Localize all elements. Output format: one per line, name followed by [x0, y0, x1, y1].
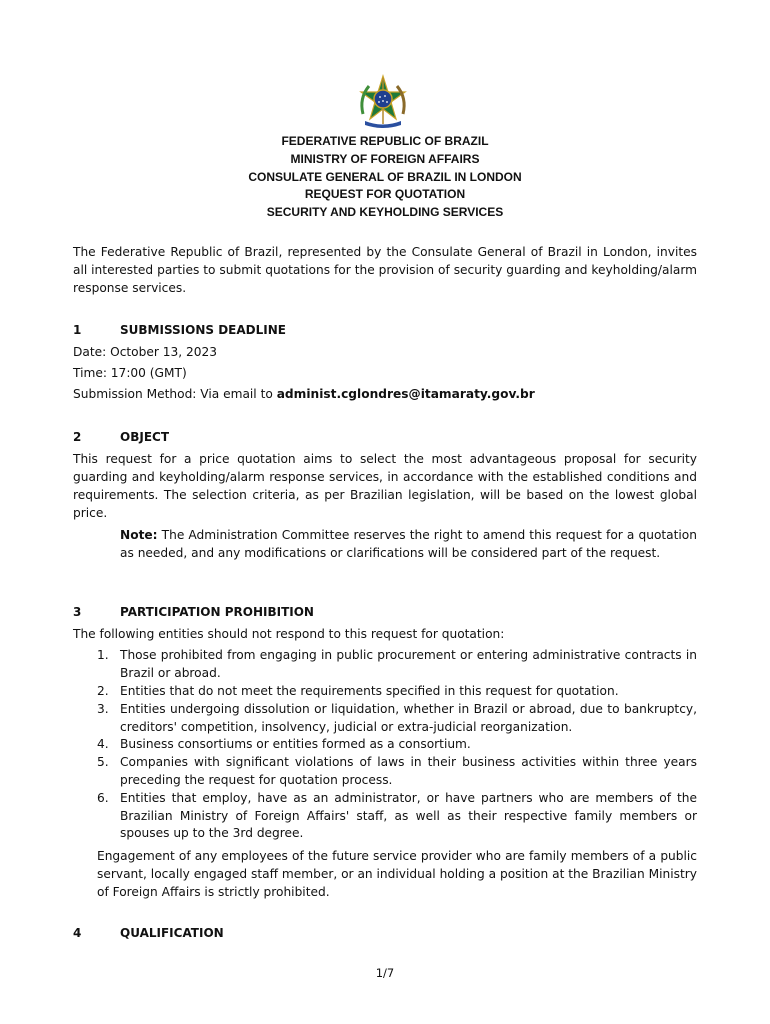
header-line-request: REQUEST FOR QUOTATION	[304, 187, 466, 201]
coat-of-arms-icon	[355, 74, 411, 130]
submission-method	[73, 387, 535, 401]
section-3-number: 3	[73, 605, 82, 619]
object-paragraph: This request for a price quotation aims to select the most advantageous proposal for security guarding and keyholding/alarm response services, in accordance with the established conditions and requirements. The selection criteria, as per Brazilian legislation, will be based on the lowest global price.	[73, 452, 697, 520]
list-item-number: 1.	[97, 648, 109, 662]
list-item: Companies with significant violations of laws in their business activities within three years preceding the request for quotation process.	[120, 755, 697, 787]
header-line-ministry: MINISTRY OF FOREIGN AFFAIRS	[290, 152, 480, 166]
note-label: Note:	[120, 528, 158, 542]
list-item: Entities undergoing dissolution or liquidation, whether in Brazil or abroad, due to bankruptcy, creditors' competition, insolvency, judicial or extra-judicial reorganization.	[120, 702, 697, 734]
section-1-number: 1	[73, 323, 82, 337]
submission-method-label: Submission Method: Via email to	[73, 387, 277, 401]
intro-paragraph: The Federative Republic of Brazil, represented by the Consulate General of Brazil in London, invites all interested parties to submit quotations for the provision of security guarding and keyholding/alarm response services.	[73, 245, 697, 295]
list-item: Business consortiums or entities formed as a consortium.	[120, 737, 471, 751]
section-2-number: 2	[73, 430, 82, 444]
prohibition-closing: Engagement of any employees of the future service provider who are family members of a public servant, locally engaged staff member, or an individual holding a position at the Brazilian Ministry of Foreign Affairs is strictly prohibited.	[97, 849, 697, 899]
list-item-number: 3.	[97, 702, 109, 716]
submission-email-link[interactable]: administ.cglondres@itamaraty.gov.br	[276, 387, 535, 401]
note-text: The Administration Committee reserves the right to amend this request for a quotation as needed, and any modifications or clarifications will be considered part of the request.	[120, 528, 697, 560]
section-2-title: OBJECT	[120, 430, 170, 444]
section-4-title: QUALIFICATION	[120, 926, 224, 940]
section-3-title: PARTICIPATION PROHIBITION	[120, 605, 314, 619]
list-item: Entities that do not meet the requirements specified in this request for quotation.	[120, 684, 619, 698]
list-item-number: 6.	[97, 791, 109, 805]
list-item: Those prohibited from engaging in public procurement or entering administrative contracts in Brazil or abroad.	[120, 648, 697, 680]
list-item-number: 4.	[97, 737, 109, 751]
list-item: Entities that employ, have as an administrator, or have partners who are members of the Brazilian Ministry of Foreign Affairs' staff, as well as their respective family members or spouses up to the 3rd degree.	[120, 791, 697, 840]
section-4-number: 4	[73, 926, 82, 940]
header-line-country: FEDERATIVE REPUBLIC OF BRAZIL	[281, 134, 489, 148]
deadline-date: Date: October 13, 2023	[73, 345, 218, 359]
section-1-title: SUBMISSIONS DEADLINE	[120, 323, 286, 337]
list-item-number: 5.	[97, 755, 109, 769]
header-line-consulate: CONSULATE GENERAL OF BRAZIL IN LONDON	[248, 170, 522, 184]
prohibition-lead: The following entities should not respond to this request for quotation:	[73, 627, 505, 641]
deadline-time: Time: 17:00 (GMT)	[73, 366, 187, 380]
list-item-number: 2.	[97, 684, 109, 698]
header-line-services: SECURITY AND KEYHOLDING SERVICES	[266, 205, 504, 219]
object-note	[120, 526, 697, 562]
page-number: 1/7	[375, 966, 395, 980]
